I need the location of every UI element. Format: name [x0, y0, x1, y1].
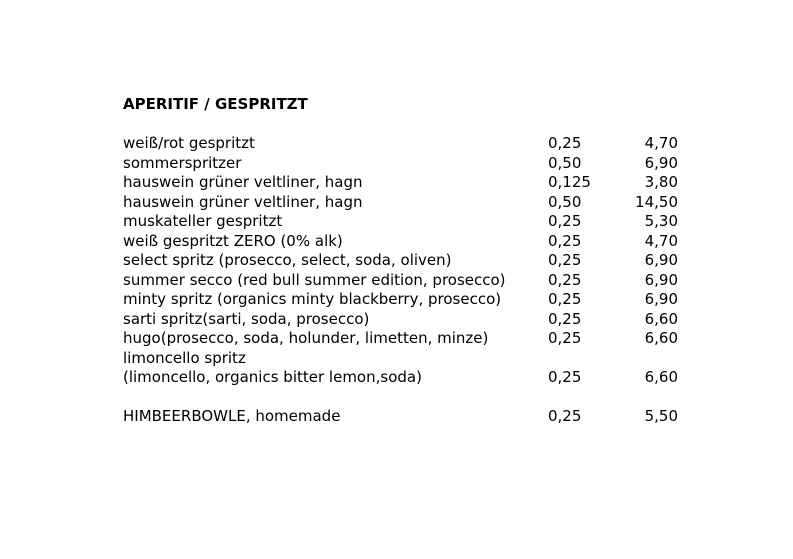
item-name: muskateller gespritzt — [123, 212, 283, 230]
item-list — [123, 134, 693, 427]
item-size: 0,25 — [548, 251, 582, 269]
section-title: APERITIF / GESPRITZT — [123, 95, 308, 113]
item-name: hauswein grüner veltliner, hagn — [123, 192, 363, 211]
item-size: 0,25 — [548, 270, 582, 289]
item-name: (limoncello, organics bitter lemon,soda) — [123, 368, 422, 386]
item-size: 0,50 — [548, 192, 582, 211]
item-name: weiß gespritzt ZERO (0% alk) — [123, 231, 343, 250]
list-item — [123, 290, 693, 310]
item-size: 0,25 — [548, 290, 582, 308]
item-name: hugo(prosecco, soda, holunder, limetten, minze) — [123, 329, 489, 347]
list-item — [123, 212, 693, 232]
item-size: 0,50 — [548, 153, 582, 172]
item-size: 0,25 — [548, 231, 582, 250]
item-name: sarti spritz(sarti, soda, prosecco) — [123, 309, 370, 328]
list-item — [123, 154, 693, 174]
menu-card — [123, 95, 693, 427]
item-name: select spritz (prosecco, select, soda, oliven) — [123, 251, 452, 269]
item-size: 0,25 — [548, 134, 582, 152]
item-price: 6,90 — [644, 290, 678, 308]
list-item — [123, 251, 693, 271]
special-item — [123, 407, 693, 427]
item-name: summer secco (red bull summer edition, prosecco) — [123, 270, 506, 289]
list-item — [123, 310, 693, 330]
item-price: 6,90 — [644, 251, 678, 269]
list-item — [123, 193, 693, 213]
item-size: 0,25 — [548, 212, 582, 230]
item-price: 14,50 — [635, 192, 678, 211]
item-price: 6,90 — [644, 153, 678, 172]
item-size: 0,125 — [548, 173, 591, 191]
item-size: 0,25 — [548, 368, 582, 386]
item-name: minty spritz (organics minty blackberry, prosecco) — [123, 290, 502, 308]
list-item — [123, 329, 693, 349]
item-size: 0,25 — [548, 329, 582, 347]
item-price: 4,70 — [644, 231, 678, 250]
list-item — [123, 134, 693, 154]
item-size: 0,25 — [548, 309, 582, 328]
item-name: hauswein grüner veltliner, hagn — [123, 173, 363, 191]
list-item — [123, 349, 693, 369]
item-name: HIMBEERBOWLE, homemade — [123, 407, 341, 425]
item-price: 3,80 — [644, 173, 678, 191]
item-name: limoncello spritz — [123, 348, 246, 367]
item-price: 6,60 — [644, 368, 678, 386]
item-price: 6,60 — [644, 309, 678, 328]
list-item — [123, 368, 693, 388]
item-price: 6,90 — [644, 270, 678, 289]
list-item — [123, 173, 693, 193]
item-price: 6,60 — [644, 329, 678, 347]
list-item — [123, 271, 693, 291]
list-item — [123, 232, 693, 252]
item-name: weiß/rot gespritzt — [123, 134, 255, 152]
item-name: sommerspritzer — [123, 153, 242, 172]
item-price: 5,50 — [644, 407, 678, 425]
item-price: 4,70 — [644, 134, 678, 152]
item-size: 0,25 — [548, 407, 582, 425]
item-price: 5,30 — [644, 212, 678, 230]
